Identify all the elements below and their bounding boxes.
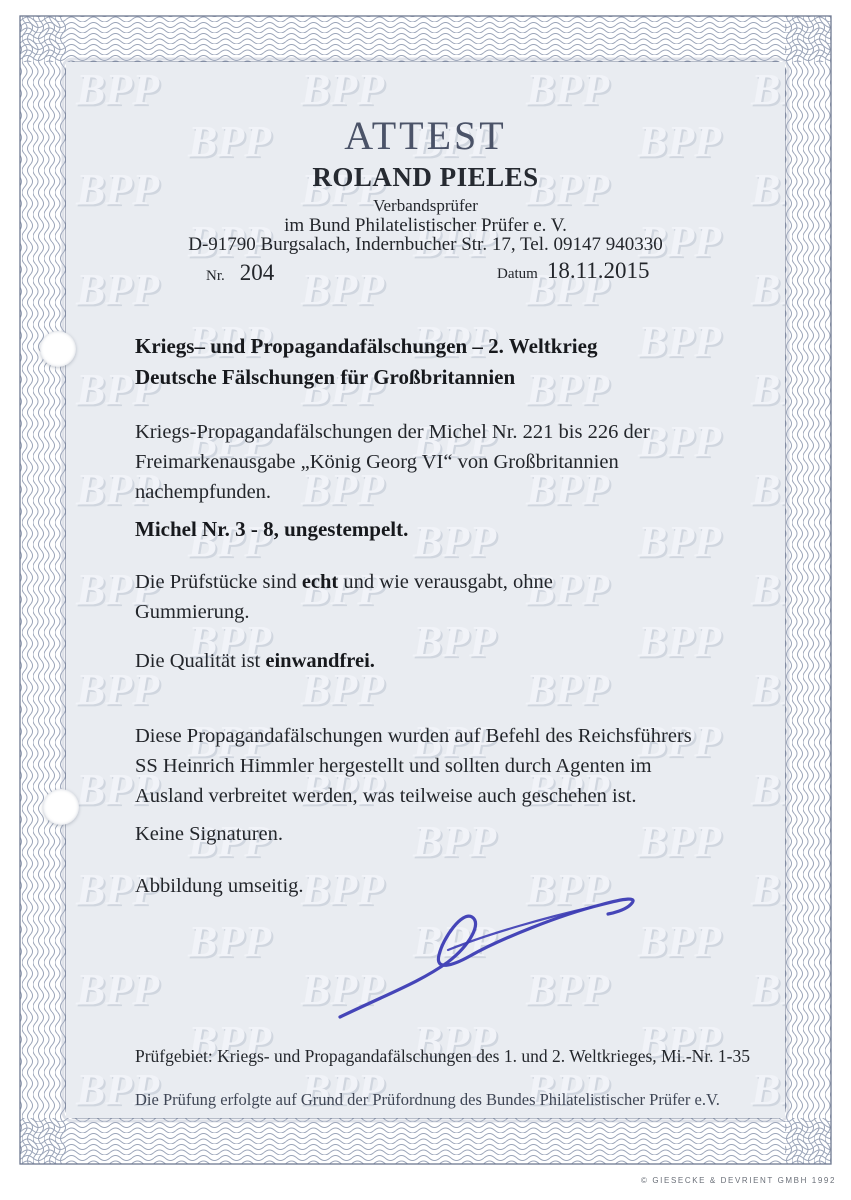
subject-heading-line-1: Kriegs– und Propagandafälschungen – 2. Weltkrieg [135, 334, 598, 358]
item-description-line-1: Kriegs-Propagandafälschungen der Michel Nr. 221 bis 226 der [135, 421, 650, 443]
certificate-date [497, 258, 649, 284]
condition-suffix: und wie verausgabt, ohne [343, 571, 553, 593]
illustration-note: Abbildung umseitig. [135, 875, 304, 897]
condition-line-1 [135, 567, 695, 597]
punch-hole-top [40, 331, 76, 367]
historical-note-line-2: SS Heinrich Himmler hergestellt und sollten durch Agenten im [135, 755, 652, 777]
quality-prefix: Die Qualität ist [135, 650, 261, 672]
condition-statement [135, 567, 695, 627]
date-value: 18.11.2015 [546, 258, 650, 283]
number-value: 204 [239, 260, 275, 285]
condition-verdict: echt [301, 571, 339, 593]
condition-line-2: Gummierung. [135, 601, 250, 623]
examiner-signature [330, 885, 660, 1020]
item-description-line-2: Freimarkenausgabe „König Georg VI“ von Großbritannien [135, 451, 619, 473]
legal-line: Die Prüfung erfolgte auf Grund der Prüfordnung des Bundes Philatelistischer Prüfer e.V. [135, 1090, 720, 1109]
signatures-note: Keine Signaturen. [135, 823, 284, 845]
examiner-role: Verbandsprüfer [373, 196, 478, 215]
historical-note-line-1: Diese Propagandafälschungen wurden auf Befehl des Reichsführers [135, 725, 692, 747]
condition-prefix: Die Prüfstücke sind [135, 571, 297, 593]
item-description [135, 417, 695, 507]
historical-note [135, 721, 695, 811]
association-line: im Bund Philatelistischer Prüfer e. V. [284, 215, 567, 236]
pruefgebiet-line: Prüfgebiet: Kriegs- und Propagandafälschungen des 1. und 2. Weltkrieges, Mi.-Nr. 1-35 [135, 1046, 751, 1066]
quality-statement [135, 646, 695, 676]
date-label: Datum [497, 266, 538, 282]
printer-copyright: © GIESECKE & DEVRIENT GMBH 1992 [641, 1176, 836, 1185]
examiner-name: ROLAND PIELES [312, 162, 539, 192]
subject-heading-line-2: Deutsche Fälschungen für Großbritannien [135, 365, 516, 389]
historical-note-line-3: Ausland verbreitet werden, was teilweise auch geschehen ist. [135, 785, 637, 807]
punch-hole-bottom [43, 789, 79, 825]
michel-number-line: Michel Nr. 3 - 8, ungestempelt. [135, 517, 409, 541]
number-label: Nr. [206, 268, 225, 284]
certificate-title: ATTEST [344, 113, 507, 158]
item-description-line-3: nachempfunden. [135, 481, 272, 503]
certificate-number [206, 260, 274, 286]
address-line: D-91790 Burgsalach, Indernbucher Str. 17, Tel. 09147 940330 [188, 234, 663, 255]
subject-heading [135, 331, 695, 393]
quality-verdict: einwandfrei. [265, 650, 375, 672]
